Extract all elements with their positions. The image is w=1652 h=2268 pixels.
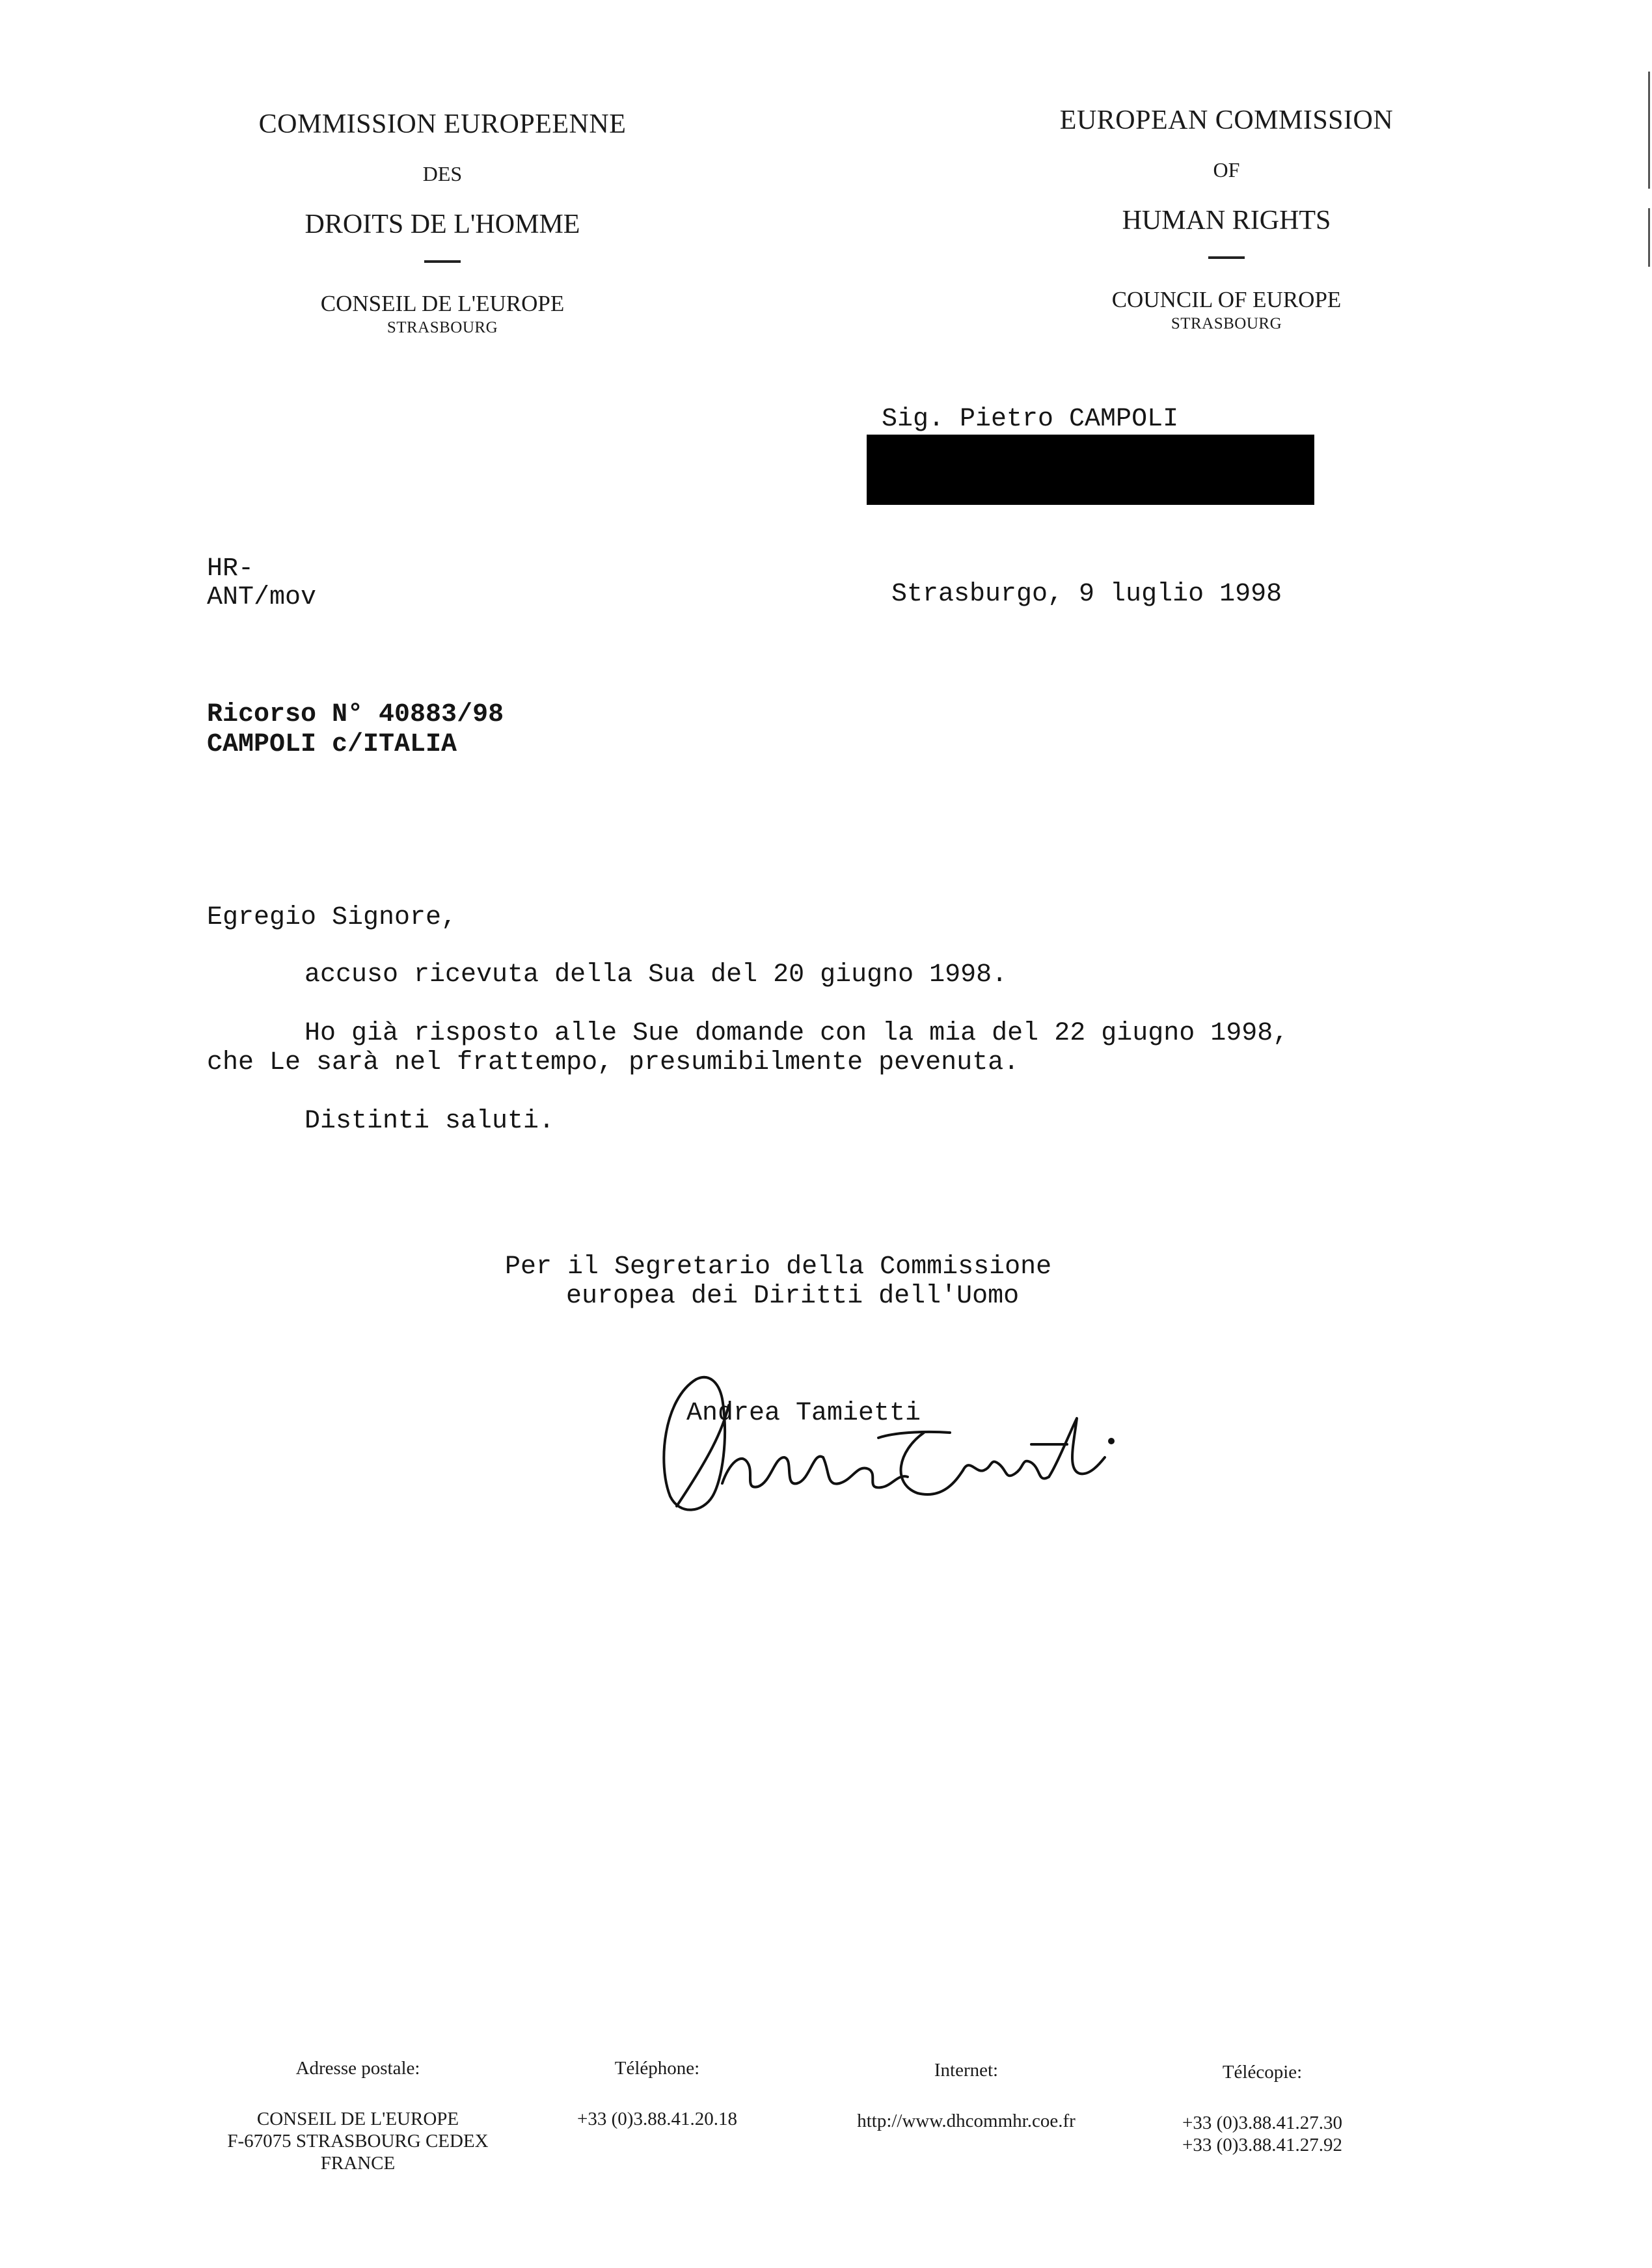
footer-fax-value2: +33 (0)3.88.41.27.92	[1182, 2135, 1342, 2155]
letterhead-left-line2: DES	[422, 162, 463, 185]
letterhead-right-line5: STRASBOURG	[1171, 315, 1282, 332]
letterhead-left-rule	[424, 260, 461, 263]
letterhead-right-line3: HUMAN RIGHTS	[1122, 206, 1331, 236]
scan-edge-mark	[1648, 72, 1650, 189]
letterhead-right	[999, 105, 1454, 333]
letterhead-left-line4: CONSEIL DE L'EUROPE	[320, 291, 565, 316]
letterhead-left-line3: DROITS DE L'HOMME	[305, 209, 580, 239]
letter-date: Strasburgo, 9 luglio 1998	[891, 580, 1282, 609]
letterhead-right-rule	[1208, 256, 1245, 259]
scan-edge-mark-2	[1648, 208, 1650, 267]
letterhead-left	[215, 109, 670, 337]
subject-line1: Ricorso N° 40883/98	[207, 700, 504, 729]
letterhead-right-line1: EUROPEAN COMMISSION	[1059, 105, 1394, 135]
footer-postal-line3: FRANCE	[320, 2153, 396, 2174]
footer-phone	[560, 2057, 755, 2130]
footer-internet-value[interactable]: http://www.dhcommhr.coe.fr	[857, 2111, 1076, 2131]
signature-line2: europea dei Diritti dell'Uomo	[566, 1282, 1020, 1311]
footer-postal-line1: CONSEIL DE L'EUROPE	[256, 2109, 459, 2129]
letterhead-left-line5: STRASBOURG	[386, 319, 498, 336]
footer-fax-label: Télécopie:	[1222, 2062, 1303, 2083]
footer-internet	[817, 2059, 1116, 2132]
recipient-name: Sig. Pietro CAMPOLI	[882, 405, 1179, 434]
reference-line1: HR-	[207, 554, 254, 584]
body-paragraph-1: accuso ricevuta della Sua del 20 giugno 1998.	[305, 960, 1008, 990]
footer-postal-line2: F-67075 STRASBOURG CEDEX	[227, 2131, 489, 2152]
footer-fax	[1165, 2061, 1360, 2156]
letterhead-right-line2: OF	[1213, 158, 1240, 182]
body-paragraph-2-line1: Ho già risposto alle Sue domande con la mia del 22 giugno 1998,	[305, 1019, 1289, 1048]
closing: Distinti saluti.	[305, 1107, 555, 1136]
footer-phone-value: +33 (0)3.88.41.20.18	[577, 2109, 737, 2129]
signature-line1: Per il Segretario della Commissione	[505, 1252, 1052, 1282]
subject-line2: CAMPOLI c/ITALIA	[207, 730, 457, 759]
handwritten-signature	[651, 1360, 1119, 1522]
footer-postal	[195, 2057, 521, 2174]
footer-postal-label: Adresse postale:	[295, 2058, 420, 2079]
letterhead-right-line4: COUNCIL OF EUROPE	[1111, 287, 1342, 312]
body-paragraph-2-line2: che Le sarà nel frattempo, presumibilmente pevenuta.	[207, 1048, 1020, 1077]
footer-phone-label: Téléphone:	[614, 2058, 700, 2079]
footer-internet-label: Internet:	[934, 2060, 999, 2081]
reference-line2: ANT/mov	[207, 583, 317, 612]
letterhead-left-line1: COMMISSION EUROPEENNE	[258, 109, 627, 139]
signer-name: Andrea Tamietti	[686, 1399, 921, 1428]
redacted-address	[867, 435, 1314, 505]
footer-fax-value1: +33 (0)3.88.41.27.30	[1182, 2113, 1342, 2133]
salutation: Egregio Signore,	[207, 903, 457, 932]
